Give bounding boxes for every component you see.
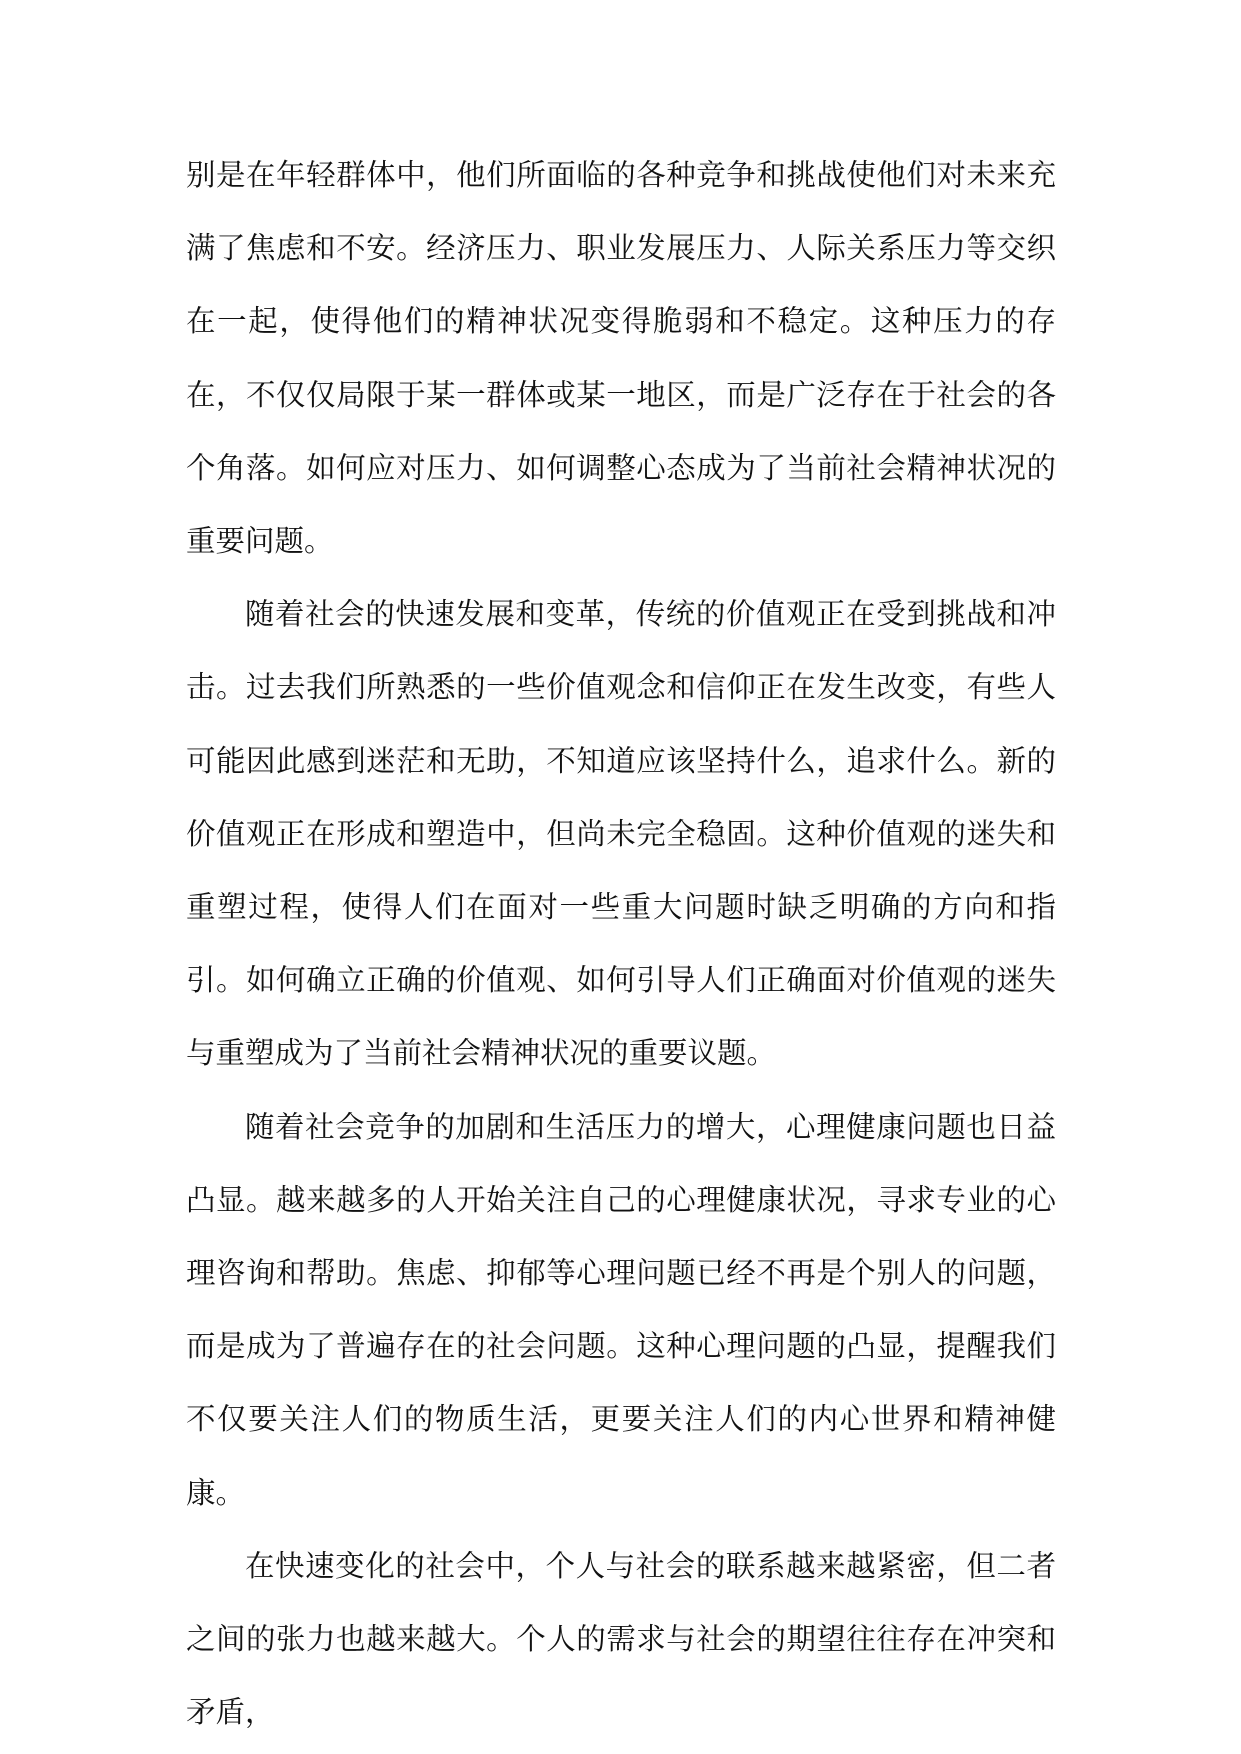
paragraph-mental-health: 随着社会竞争的加剧和生活压力的增大，心理健康问题也日益凸显。越来越多的人开始关注自己的心理健康状况，寻求专业的心理咨询和帮助。焦虑、抑郁等心理问题已经不再是个别人的问题，而是成为了普遍存在的社会问题。这种心理问题的凸显，提醒我们不仅要关注人们的物质生活，更要关注人们的内心世界和精神健康。: [186, 1109, 1056, 1510]
paragraph-individual-society: 在快速变化的社会中，个人与社会的联系越来越紧密，但二者之间的张力也越来越大。个人的需求与社会的期望往往存在冲突和矛盾，: [186, 1548, 1056, 1730]
document-body: [186, 139, 1056, 1749]
paragraph-values: 随着社会的快速发展和变革，传统的价值观正在受到挑战和冲击。过去我们所熟悉的一些价值观念和信仰正在发生改变，有些人可能因此感到迷茫和无助，不知道应该坚持什么，追求什么。新的价值观正在形成和塑造中，但尚未完全稳固。这种价值观的迷失和重塑过程，使得人们在面对一些重大问题时缺乏明确的方向和指引。如何确立正确的价值观、如何引导人们正确面对价值观的迷失与重塑成为了当前社会精神状况的重要议题。: [186, 597, 1056, 1071]
paragraph-continued: 别是在年轻群体中，他们所面临的各种竞争和挑战使他们对未来充满了焦虑和不安。经济压力、职业发展压力、人际关系压力等交织在一起，使得他们的精神状况变得脆弱和不稳定。这种压力的存在，不仅仅局限于某一群体或某一地区，而是广泛存在于社会的各个角落。如何应对压力、如何调整心态成为了当前社会精神状况的重要问题。: [186, 158, 1056, 559]
